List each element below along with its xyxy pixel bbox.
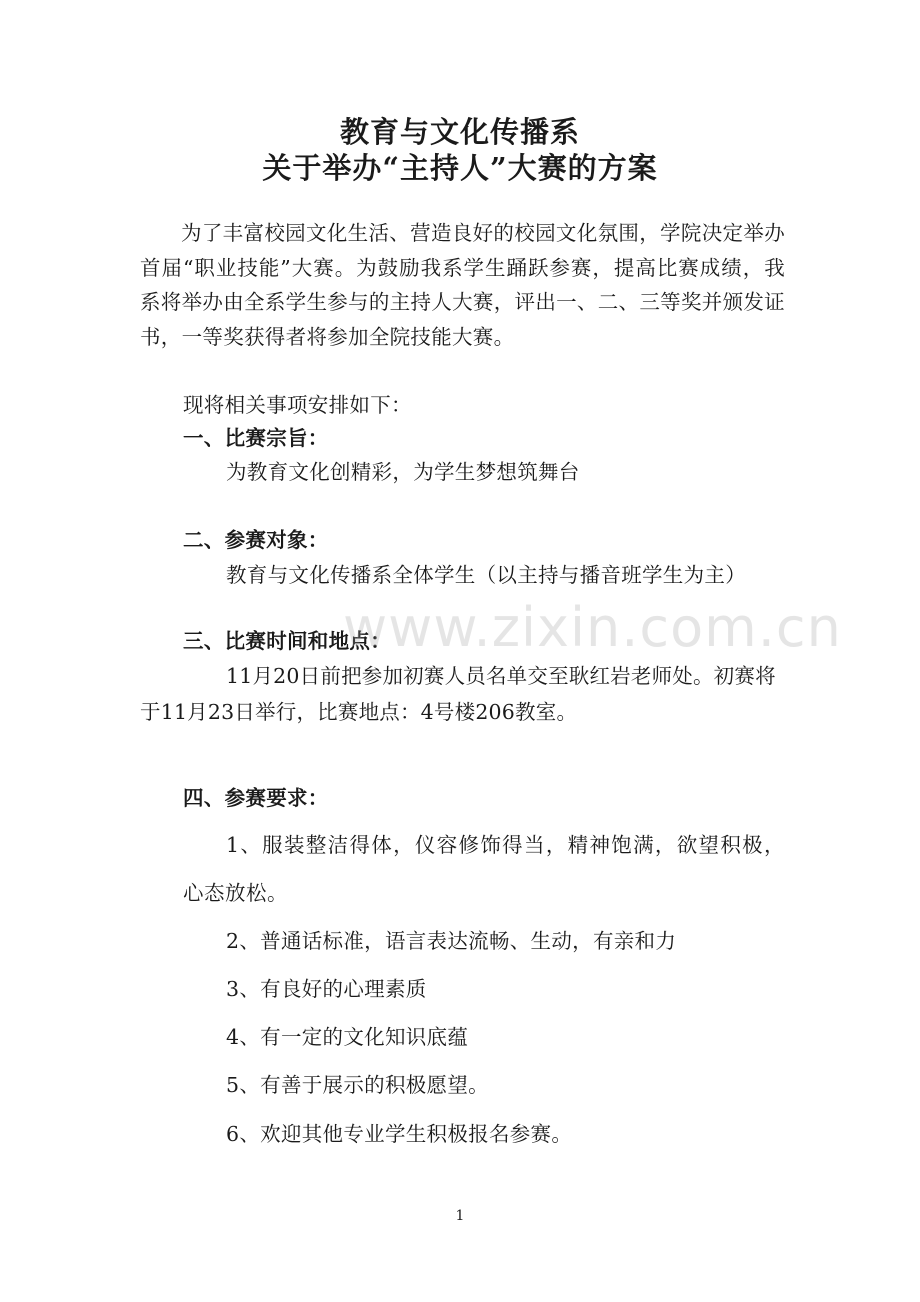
- document-title-line1: 教育与文化传播系: [339, 115, 580, 149]
- arrangement-text: 现将相关事项安排如下：: [183, 393, 412, 417]
- requirement-item: 6、欢迎其他专业学生积极报名参赛。: [226, 1122, 573, 1146]
- section-heading-purpose: 一、比赛宗旨：: [183, 426, 329, 450]
- requirement-item: 1、服装整洁得体，仪容修饰得当，精神饱满，欲望积极，心态放松。: [183, 833, 785, 905]
- section-content-purpose: 为教育文化创精彩，为学生梦想筑舞台: [226, 460, 580, 484]
- section-heading-requirements: 四、参赛要求：: [183, 786, 329, 810]
- section-content-participants: 教育与文化传播系全体学生（以主持与播音班学生为主）: [226, 563, 746, 587]
- page-number: 1: [455, 1208, 465, 1224]
- section-heading-time-place: 三、比赛时间和地点：: [183, 629, 391, 653]
- requirement-item: 4、有一定的文化知识底蕴: [226, 1025, 469, 1049]
- section-heading-participants: 二、参赛对象：: [183, 528, 329, 552]
- section-content-time-place: 11月20日前把参加初赛人员名单交至耿红岩老师处。初赛将于11月23日举行，比赛地点：4号楼206教室。: [140, 664, 776, 724]
- document-title-line2: 关于举办“主持人”大赛的方案: [262, 151, 658, 185]
- requirement-item: 2、普通话标准，语言表达流畅、生动，有亲和力: [226, 929, 677, 953]
- intro-paragraph: 为了丰富校园文化生活、营造良好的校园文化氛围，学院决定举办首届“职业技能”大赛。为鼓励我系学生踊跃参赛，提高比赛成绩，我系将举办由全系学生参与的主持人大赛，评出一、二、三等奖并颁发证书，一等奖获得者将参加全院技能大赛。: [140, 221, 785, 349]
- watermark: www.zixin.com.cn: [343, 596, 842, 659]
- requirement-item: 5、有善于展示的积极愿望。: [226, 1073, 489, 1097]
- requirement-item: 3、有良好的心理素质: [226, 977, 427, 1001]
